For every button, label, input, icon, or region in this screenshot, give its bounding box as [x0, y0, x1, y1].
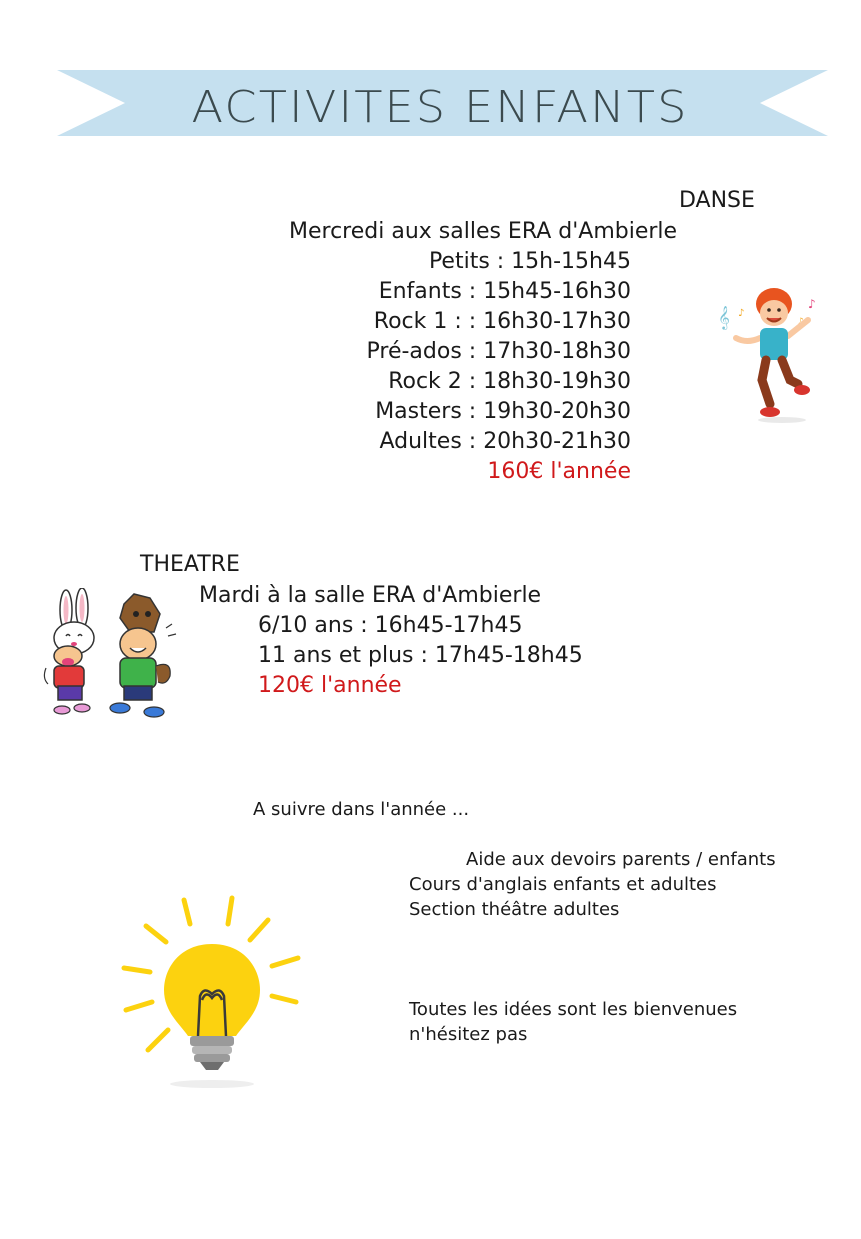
upcoming-item: Cours d'anglais enfants et adultes [409, 874, 717, 895]
danse-schedule [367, 247, 631, 487]
theatre-schedule [258, 611, 583, 701]
schedule-row: 6/10 ans : 16h45-17h45 [258, 613, 523, 638]
upcoming-item: Aide aux devoirs parents / enfants [466, 849, 776, 870]
page-title: ACTIVITES ENFANTS [191, 82, 689, 133]
upcoming-heading: A suivre dans l'année ... [253, 799, 470, 820]
danse-price: 160€ l'année [487, 459, 631, 484]
schedule-row: Adultes : 20h30-21h30 [379, 429, 631, 454]
schedule-row: Petits : 15h-15h45 [428, 249, 631, 274]
upcoming-item: Section théâtre adultes [409, 899, 620, 920]
dancing-child-illustration [712, 280, 832, 425]
schedule-row: Masters : 19h30-20h30 [375, 399, 631, 424]
schedule-row: Rock 1 : : 16h30-17h30 [373, 309, 631, 334]
svg-text:♪: ♪ [738, 308, 745, 319]
schedule-row: 11 ans et plus : 17h45-18h45 [258, 643, 583, 668]
svg-text:♪: ♪ [808, 297, 816, 311]
ideas-welcome-text: n'hésitez pas [409, 1024, 528, 1045]
svg-text:𝄞: 𝄞 [718, 305, 730, 329]
schedule-row: Rock 2 : 18h30-19h30 [388, 369, 631, 394]
schedule-row: Pré-ados : 17h30-18h30 [366, 339, 631, 364]
theatre-price: 120€ l'année [258, 673, 402, 698]
ideas-welcome-text: Toutes les idées sont les bienvenues [409, 999, 738, 1020]
theatre-venue: Mardi à la salle ERA d'Ambierle [199, 583, 542, 608]
danse-title: DANSE [679, 188, 755, 213]
svg-text:♪: ♪ [798, 317, 804, 327]
theatre-kids-illustration [38, 588, 183, 728]
danse-venue: Mercredi aux salles ERA d'Ambierle [289, 219, 678, 244]
schedule-row: Enfants : 15h45-16h30 [378, 279, 631, 304]
light-bulb-icon [112, 890, 312, 1090]
theatre-title: THEATRE [140, 552, 240, 577]
